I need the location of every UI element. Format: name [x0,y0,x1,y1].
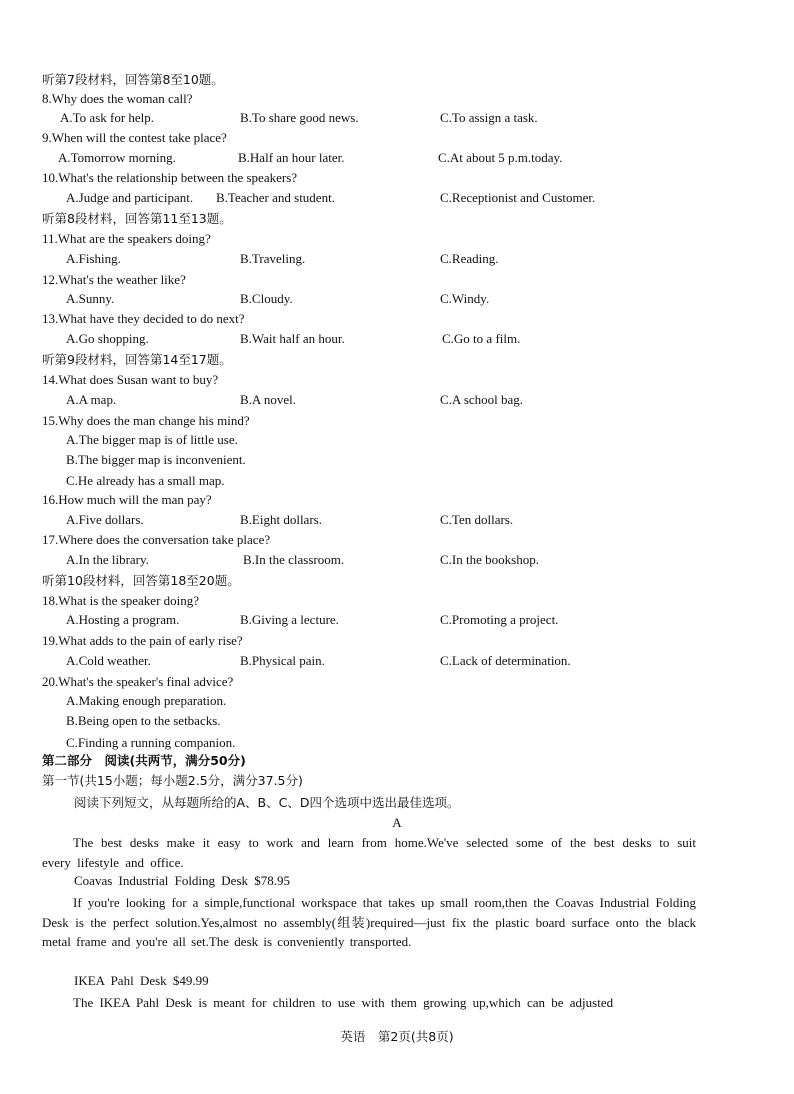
desk-2-title: IKEA Pahl Desk $49.99 [74,973,209,988]
q20-option-b: B.Being open to the setbacks. [66,713,221,728]
q18-option-b: B.Giving a lecture. [240,612,339,627]
question-20-stem: 20.What's the speaker's final advice? [42,674,234,689]
section-heading-10: 听第10段材料，回答第18至20题。 [42,573,240,588]
q15-option-a: A.The bigger map is of little use. [66,432,238,447]
q17-option-a: A.In the library. [66,552,149,567]
q14-option-b: B.A novel. [240,392,296,407]
part2-instruction: 阅读下列短文，从每题所给的A、B、C、D四个选项中选出最佳选项。 [74,795,460,810]
q8-option-c: C.To assign a task. [440,110,538,125]
q16-option-b: B.Eight dollars. [240,512,322,527]
q13-option-c: C.Go to a film. [442,331,521,346]
q13-option-a: A.Go shopping. [66,331,149,346]
q15-option-c: C.He already has a small map. [66,473,225,488]
q19-option-b: B.Physical pain. [240,653,325,668]
q13-option-b: B.Wait half an hour. [240,331,345,346]
q9-option-c: C.At about 5 p.m.today. [438,150,563,165]
q10-option-b: B.Teacher and student. [216,190,335,205]
q20-option-c: C.Finding a running companion. [66,735,236,750]
passage-letter: A [392,815,402,830]
q12-option-c: C.Windy. [440,291,490,306]
q18-option-c: C.Promoting a project. [440,612,559,627]
section-heading-7: 听第7段材料，回答第8至10题。 [42,72,224,87]
q11-option-b: B.Traveling. [240,251,306,266]
question-14-stem: 14.What does Susan want to buy? [42,372,219,387]
q19-option-c: C.Lack of determination. [440,653,571,668]
q12-option-b: B.Cloudy. [240,291,293,306]
q8-option-b: B.To share good news. [240,110,359,125]
q19-option-a: A.Cold weather. [66,653,151,668]
question-19-stem: 19.What adds to the pain of early rise? [42,633,243,648]
question-18-stem: 18.What is the speaker doing? [42,593,200,608]
section-heading-8: 听第8段材料，回答第11至13题。 [42,211,232,226]
q15-option-b: B.The bigger map is inconvenient. [66,452,246,467]
q20-option-a: A.Making enough preparation. [66,693,227,708]
desk-1-description: If you're looking for a simple,functional workspace that takes up small room,then the Coavas Industrial Folding Desk is the perfect solution.Yes,almost no assembly(组装)required—just fix the plastic board surface onto the black metal frame and you're all set.The desk is conveniently transported. [42,895,696,949]
q9-option-b: B.Half an hour later. [238,150,345,165]
q10-option-a: A.Judge and participant. [66,190,194,205]
q18-option-a: A.Hosting a program. [66,612,180,627]
q16-option-c: C.Ten dollars. [440,512,514,527]
q17-option-c: C.In the bookshop. [440,552,539,567]
part2-title: 第二部分 阅读(共两节，满分50分) [42,753,246,768]
question-11-stem: 11.What are the speakers doing? [42,231,211,246]
question-17-stem: 17.Where does the conversation take place? [42,532,271,547]
question-10-stem: 10.What's the relationship between the speakers? [42,170,298,185]
passage-intro: The best desks make it easy to work and learn from home.We've selected some of the best desks to suit every lifestyle and office. [42,835,696,870]
q16-option-a: A.Five dollars. [66,512,144,527]
q17-option-b: B.In the classroom. [243,552,345,567]
question-15-stem: 15.Why does the man change his mind? [42,413,250,428]
q10-option-c: C.Receptionist and Customer. [440,190,596,205]
question-16-stem: 16.How much will the man pay? [42,492,212,507]
page-footer: 英语 第2页(共8页) [340,1029,454,1044]
question-13-stem: 13.What have they decided to do next? [42,311,245,326]
q9-option-a: A.Tomorrow morning. [58,150,176,165]
q11-option-c: C.Reading. [440,251,499,266]
q11-option-a: A.Fishing. [66,251,121,266]
q8-option-a: A.To ask for help. [60,110,155,125]
section-heading-9: 听第9段材料，回答第14至17题。 [42,352,232,367]
q14-option-a: A.A map. [66,392,117,407]
question-9-stem: 9.When will the contest take place? [42,130,227,145]
q12-option-a: A.Sunny. [66,291,115,306]
desk-2-description: The IKEA Pahl Desk is meant for children to use with them growing up,which can be adjusted [73,995,614,1010]
question-8-stem: 8.Why does the woman call? [42,91,193,106]
desk-1-title: Coavas Industrial Folding Desk $78.95 [74,873,291,888]
question-12-stem: 12.What's the weather like? [42,272,186,287]
part2-subsection: 第一节(共15小题；每小题2.5分，满分37.5分) [42,773,303,788]
q14-option-c: C.A school bag. [440,392,524,407]
